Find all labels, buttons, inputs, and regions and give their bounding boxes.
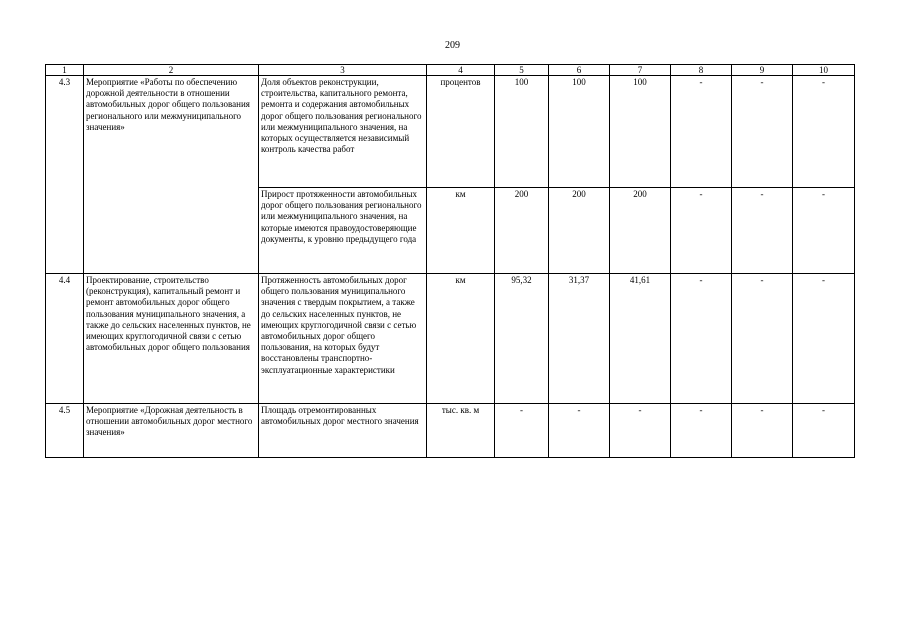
column-number-row <box>46 65 855 76</box>
column-header: 5 <box>495 65 549 76</box>
indicator-name: Площадь отремонтированных автомобильных дорог местного значения <box>259 404 427 458</box>
event-name: Мероприятие «Работы по обеспечению дорожной деятельности в отношении автомобильных дорог общего пользования регионального или межмуниципального значения» <box>84 76 259 274</box>
row-number: 4.4 <box>46 274 84 404</box>
value-cell: - <box>793 274 855 404</box>
value-cell: - <box>610 404 671 458</box>
value-cell: - <box>732 76 793 188</box>
column-header: 4 <box>427 65 495 76</box>
event-name: Проектирование, строительство (реконструкция), капитальный ремонт и ремонт автомобильных дорог общего пользования муниципального значения, а также до сельских населенных пунктов, не имеющих круглогодичной связи с сетью автомобильных дорог общего пользования <box>84 274 259 404</box>
value-cell: - <box>671 76 732 188</box>
table-row <box>46 76 855 188</box>
column-header: 7 <box>610 65 671 76</box>
value-cell: - <box>671 404 732 458</box>
row-number: 4.3 <box>46 76 84 274</box>
value-cell: 200 <box>549 188 610 274</box>
value-cell: - <box>732 274 793 404</box>
column-header: 3 <box>259 65 427 76</box>
value-cell: - <box>793 76 855 188</box>
indicator-name: Доля объектов реконструкции, строительства, капитального ремонта, ремонта и содержания автомобильных дорог общего пользования регионального или межмуниципального значения, на которых осуществляется независимый контроль качества работ <box>259 76 427 188</box>
column-header: 9 <box>732 65 793 76</box>
value-cell: 200 <box>495 188 549 274</box>
event-name: Мероприятие «Дорожная деятельность в отношении автомобильных дорог местного значения» <box>84 404 259 458</box>
indicator-unit: км <box>427 274 495 404</box>
value-cell: - <box>671 188 732 274</box>
value-cell: - <box>793 404 855 458</box>
column-header: 8 <box>671 65 732 76</box>
indicator-unit: км <box>427 188 495 274</box>
value-cell: - <box>549 404 610 458</box>
value-cell: - <box>671 274 732 404</box>
row-number: 4.5 <box>46 404 84 458</box>
value-cell: 95,32 <box>495 274 549 404</box>
indicators-table <box>45 64 855 458</box>
value-cell: - <box>495 404 549 458</box>
value-cell: 100 <box>549 76 610 188</box>
column-header: 1 <box>46 65 84 76</box>
value-cell: 31,37 <box>549 274 610 404</box>
indicator-name: Прирост протяженности автомобильных дорог общего пользования регионального или межмуниципального значения, на которые имеются правоудостоверяющие документы, к уровню предыдущего года <box>259 188 427 274</box>
table-row <box>46 404 855 458</box>
indicator-unit: процентов <box>427 76 495 188</box>
table-row <box>46 274 855 404</box>
value-cell: 100 <box>610 76 671 188</box>
column-header: 10 <box>793 65 855 76</box>
indicator-unit: тыс. кв. м <box>427 404 495 458</box>
value-cell: 100 <box>495 76 549 188</box>
column-header: 2 <box>84 65 259 76</box>
value-cell: - <box>732 188 793 274</box>
value-cell: - <box>732 404 793 458</box>
value-cell: - <box>793 188 855 274</box>
value-cell: 200 <box>610 188 671 274</box>
indicator-name: Протяженность автомобильных дорог общего пользования муниципального значения с твердым покрытием, а также до сельских населенных пунктов, не имеющих круглогодичной связи с сетью автомобильных дорог общего пользования, на которых будут восстановлены транспортно-эксплуатационные характеристики <box>259 274 427 404</box>
page-number: 209 <box>445 40 460 51</box>
value-cell: 41,61 <box>610 274 671 404</box>
column-header: 6 <box>549 65 610 76</box>
